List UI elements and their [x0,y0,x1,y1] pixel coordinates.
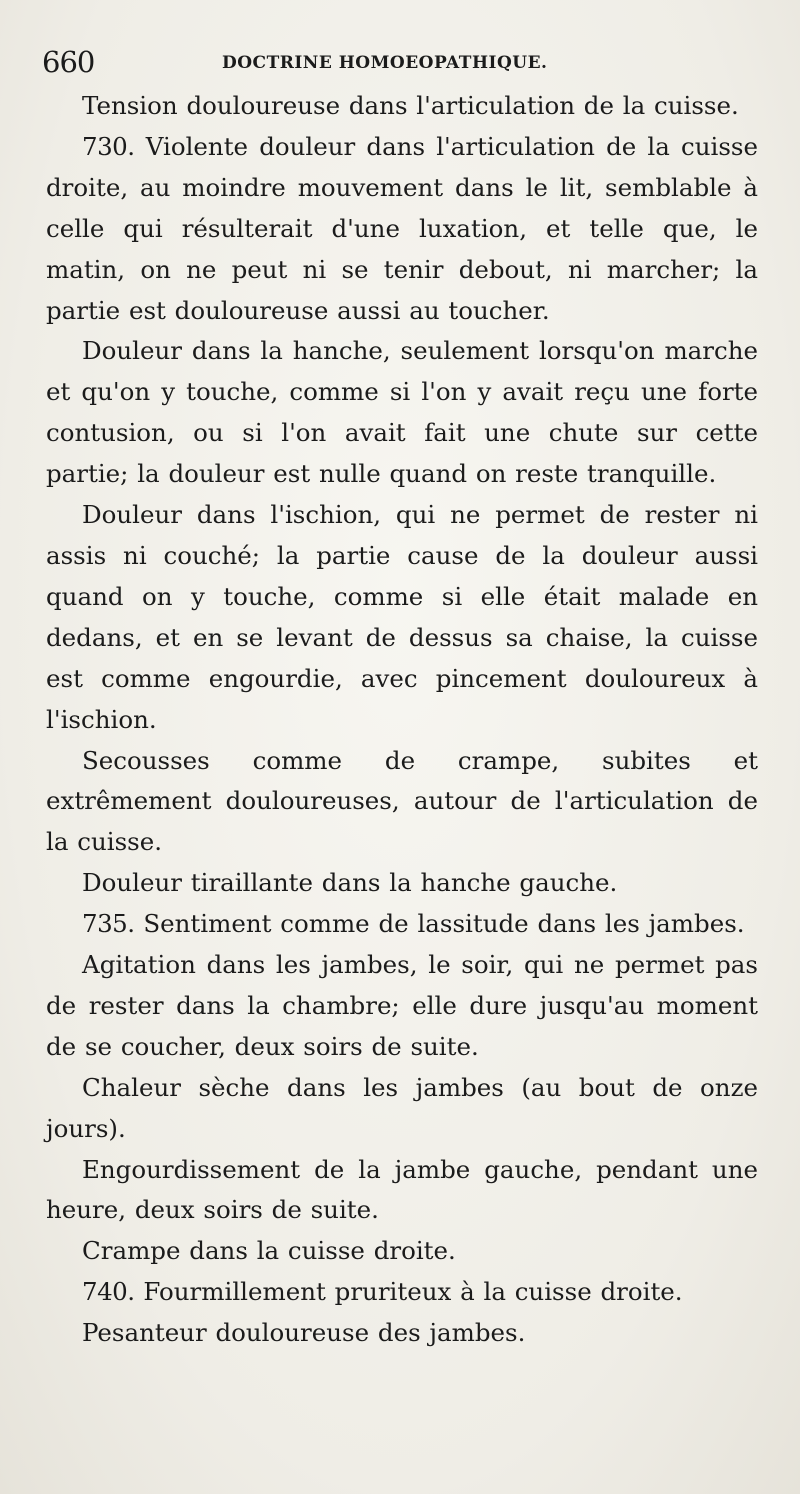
page-number: 660 [42,45,95,79]
entry-text: Fourmillement pruriteux à la cuisse droite. [143,1277,683,1307]
symptom-entry [46,945,758,1068]
symptom-entry [46,127,758,332]
symptom-entry [46,741,758,864]
entry-text: Douleur tiraillante dans la hanche gauche. [82,868,618,898]
entry-text: Violente douleur dans l'articulation de la cuisse droite, au moindre mouvement dans le lit, semblable à celle qui résulterait d'une luxation, et telle que, le matin, on ne peut ni se tenir debout, ni marcher; la partie est douloureuse aussi au toucher. [46,131,759,325]
symptom-entry [46,86,758,127]
entry-text: Pesanteur douloureuse des jambes. [82,1318,526,1348]
symptom-entry [46,1272,758,1313]
entry-number: 740. [82,1277,135,1307]
entry-number: 730. [82,131,135,161]
entry-text: Crampe dans la cuisse droite. [82,1236,456,1266]
entry-text: Tension douloureuse dans l'articulation de la cuisse. [82,91,739,120]
page-header [42,44,758,84]
entry-text: Douleur dans la hanche, seulement lorsqu'on marche et qu'on y touche, comme si l'on y avait reçu une forte contusion, ou si l'on avait fait une chute sur cette partie; la douleur est nulle quand on reste tranquille. [46,336,758,489]
running-head: DOCTRINE HOMOEOPATHIQUE. [222,53,548,73]
entry-text: Agitation dans les jambes, le soir, qui ne permet pas de rester dans la chambre; elle dure jusqu'au moment de se coucher, deux soirs de suite. [46,950,758,1061]
page-body [46,86,758,1354]
entry-text: Douleur dans l'ischion, qui ne permet de rester ni assis ni couché; la partie cause de la douleur aussi quand on y touche, comme si elle était malade en dedans, et en se levant de dessus sa chaise, la cuisse est comme engourdie, avec pincement douloureux à l'ischion. [46,500,758,734]
symptom-entry [46,1313,758,1354]
symptom-entry [46,863,758,904]
symptom-entry [46,1150,758,1232]
symptom-entry [46,331,758,495]
entry-text: Chaleur sèche dans les jambes (au bout de onze jours). [46,1072,758,1143]
symptom-entry [46,1068,758,1150]
symptom-entry [46,1231,758,1272]
entry-number: 735. [82,909,135,939]
entry-text: Engourdissement de la jambe gauche, pendant une heure, deux soirs de suite. [46,1154,758,1225]
symptom-entry [46,495,758,740]
symptom-entry [46,904,758,945]
entry-text: Sentiment comme de lassitude dans les jambes. [143,909,745,939]
entry-text: Secousses comme de crampe, subites et extrêmement douloureuses, autour de l'articulation de la cuisse. [46,745,758,857]
